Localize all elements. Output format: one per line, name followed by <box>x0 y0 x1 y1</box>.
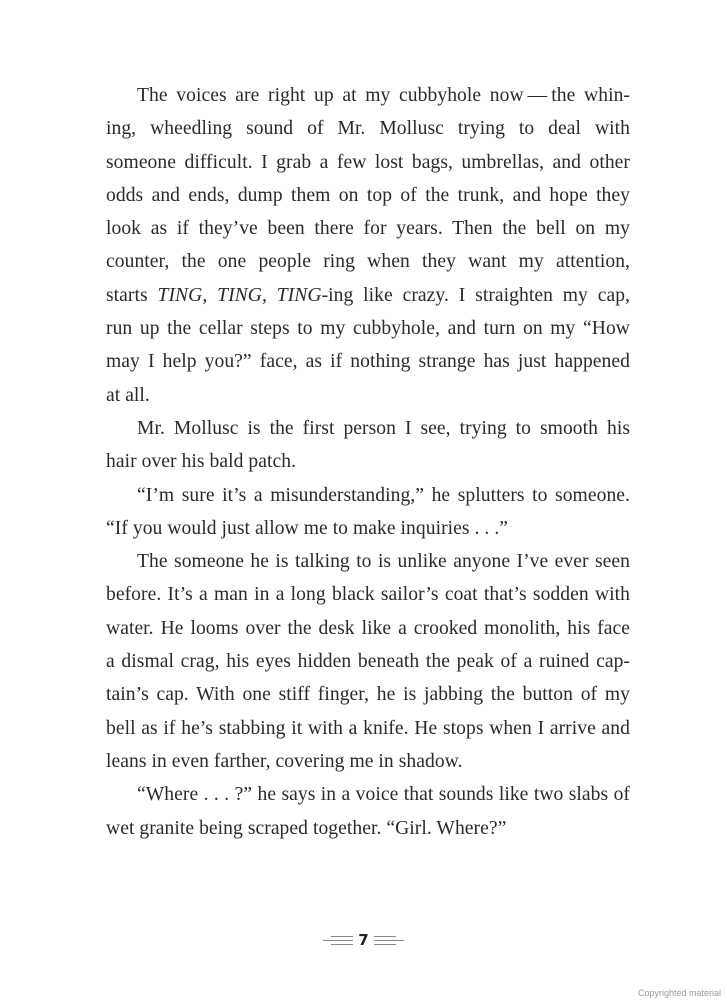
text-run: The someone he is talking to is unlike anyone I’ve ever seen <box>137 551 630 573</box>
text-run: ing, wheedling sound of Mr. Mollusc trying to deal with <box>106 118 630 140</box>
text-run: before. It’s a man in a long black sailor’s coat that’s sodden with <box>106 584 630 606</box>
text-run: run up the cellar steps to my cubbyhole, and turn on my “How <box>106 318 630 340</box>
text-line <box>106 412 630 445</box>
text-line <box>106 612 630 645</box>
text-line <box>106 146 630 179</box>
text-run: bell as if he’s stabbing it with a knife. He stops when I arrive and <box>106 717 630 739</box>
text-line <box>106 179 630 212</box>
text-line <box>106 445 630 478</box>
text-line <box>106 112 630 145</box>
text-run: “If you would just allow me to make inquiries . . .” <box>106 517 509 539</box>
text-run: may I help you?” face, as if nothing strange has just happened <box>106 351 630 373</box>
text-run: starts <box>106 284 158 306</box>
text-line <box>106 512 630 545</box>
text-line <box>106 545 630 578</box>
text-line <box>106 345 630 378</box>
text-run: -ing like crazy. I straighten my cap, <box>321 284 630 306</box>
text-run: look as if they’ve been there for years. Then the bell on my <box>106 218 630 240</box>
text-line <box>106 778 630 811</box>
text-line <box>106 712 630 745</box>
text-line <box>106 645 630 678</box>
text-line <box>106 312 630 345</box>
paragraph <box>106 479 630 546</box>
text-line <box>106 812 630 845</box>
text-run: leans in even farther, covering me in shadow. <box>106 750 463 772</box>
copyright-notice: Copyrighted material <box>637 988 721 998</box>
text-run: wet granite being scraped together. “Girl. Where?” <box>106 817 507 839</box>
text-line <box>106 678 630 711</box>
text-line <box>106 245 630 278</box>
paragraph <box>106 412 630 479</box>
text-run: Mr. Mollusc is the first person I see, trying to smooth his <box>137 417 630 439</box>
text-run: hair over his bald patch. <box>106 451 297 473</box>
text-run: counter, the one people ring when they want my attention, <box>106 251 630 273</box>
text-run: “I’m sure it’s a misunderstanding,” he splutters to someone. <box>137 484 630 506</box>
text-line <box>106 745 630 778</box>
text-line <box>106 212 630 245</box>
page-folio <box>0 930 727 950</box>
text-line <box>106 578 630 611</box>
text-run: at all. <box>106 384 150 406</box>
paragraph <box>106 79 630 412</box>
text-run: water. He looms over the desk like a crooked monolith, his face <box>106 617 630 639</box>
text-line <box>106 279 630 312</box>
text-run: odds and ends, dump them on top of the trunk, and hope they <box>106 184 630 206</box>
text-run: “Where . . . ?” he says in a voice that sounds like two slabs of <box>137 784 630 806</box>
text-run: a dismal crag, his eyes hidden beneath the peak of a ruined cap- <box>106 651 630 673</box>
folio-ornament-right <box>374 936 404 945</box>
folio-ornament-left <box>323 936 353 945</box>
italic-text: TING, TING, TING <box>157 284 322 306</box>
paragraph <box>106 545 630 778</box>
body-text <box>106 79 630 845</box>
text-line <box>106 79 630 112</box>
text-line <box>106 379 630 412</box>
text-run: The voices are right up at my cubbyhole now — the whin- <box>137 85 630 106</box>
paragraph <box>106 778 630 845</box>
text-run: someone difficult. I grab a few lost bags, umbrellas, and other <box>106 151 630 173</box>
text-line <box>106 479 630 512</box>
text-run: tain’s cap. With one stiff finger, he is jabbing the button of my <box>106 684 630 706</box>
page-number: 7 <box>358 931 369 949</box>
